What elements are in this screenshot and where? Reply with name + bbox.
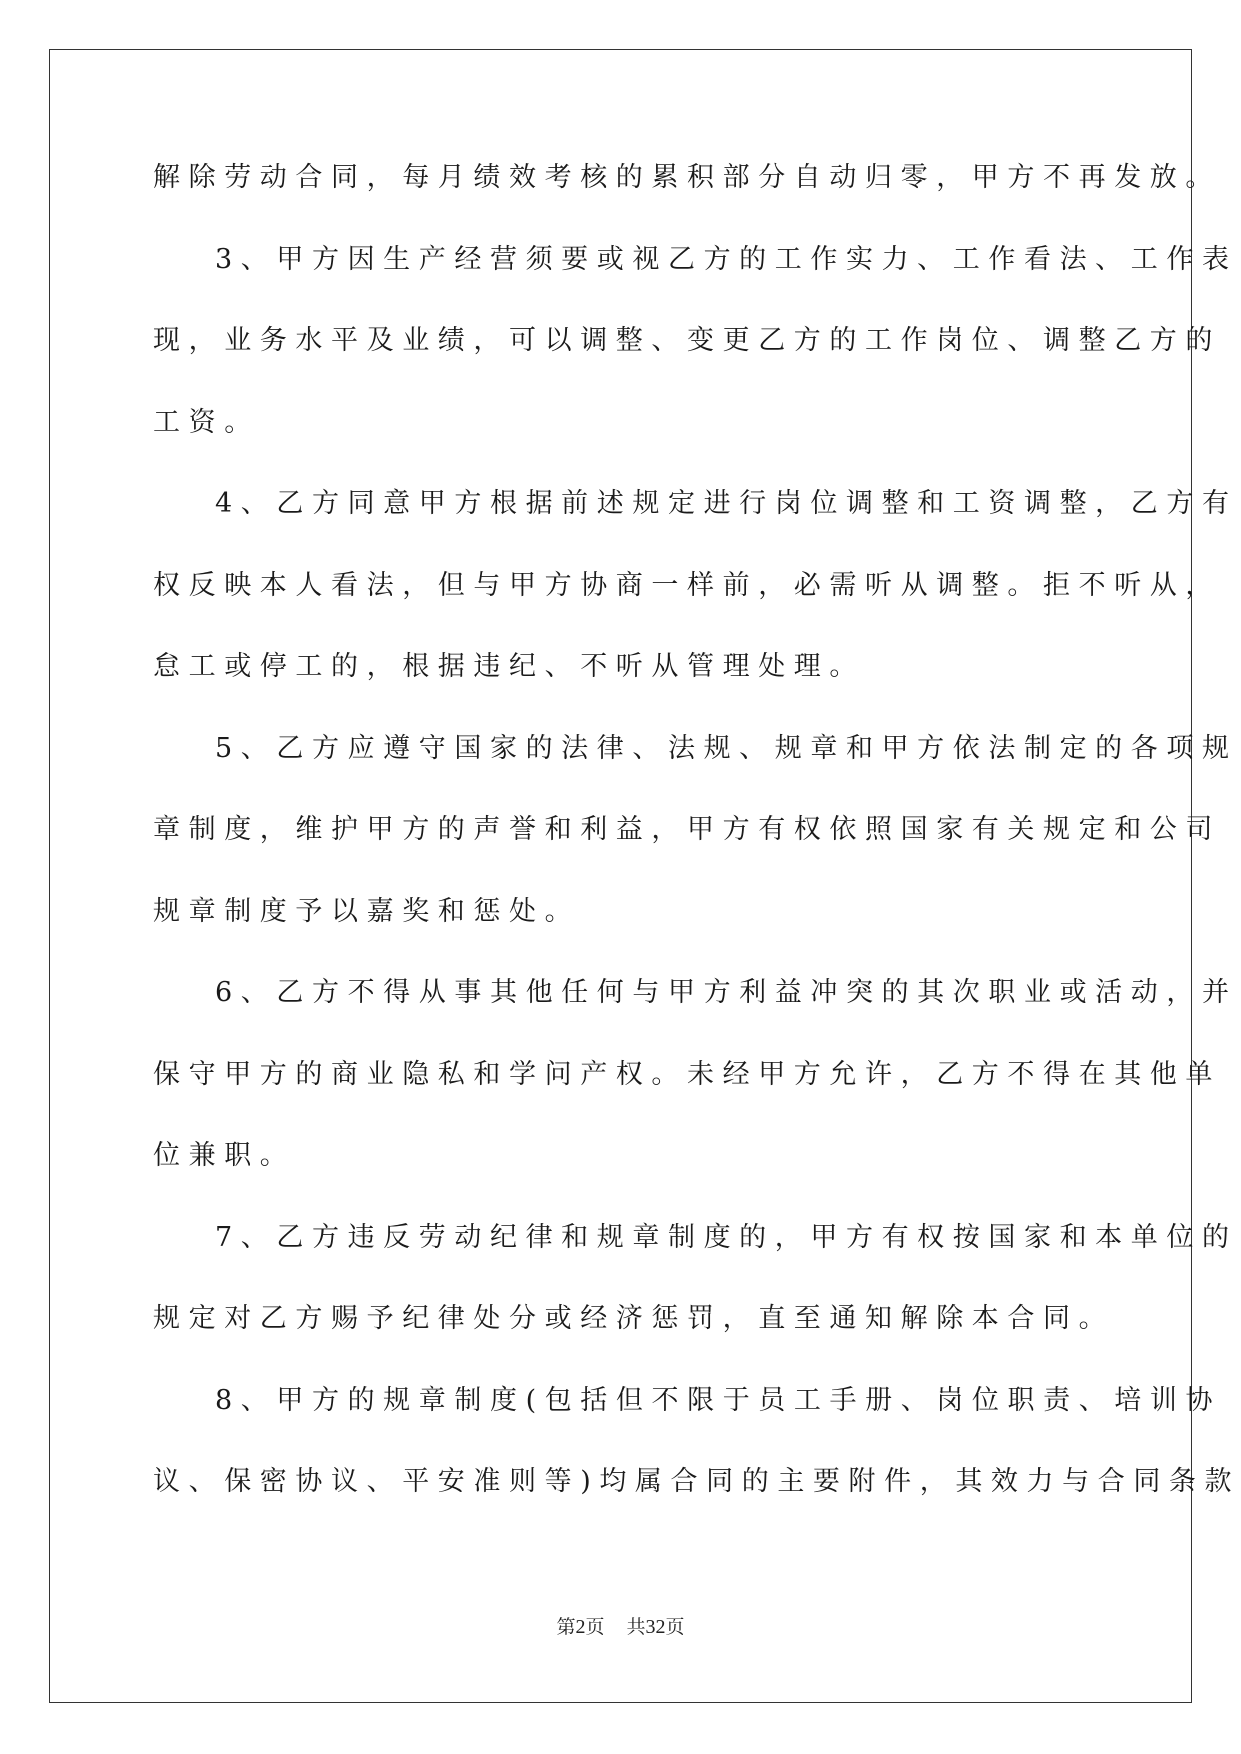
text-line: 章制度，维护甲方的声誉和利益，甲方有权依照国家有关规定和公司 (153, 814, 1221, 845)
text-line: 8、甲方的规章制度(包括但不限于员工手册、岗位职责、培训协 (215, 1384, 1222, 1416)
text-line: 5、乙方应遵守国家的法律、法规、规章和甲方依法制定的各项规 (215, 732, 1238, 764)
text-line: 解除劳动合同，每月绩效考核的累积部分自动归零，甲方不再发放。 (153, 162, 1221, 193)
text-line: 7、乙方违反劳动纪律和规章制度的，甲方有权按国家和本单位的 (215, 1221, 1238, 1253)
text-line: 现，业务水平及业绩，可以调整、变更乙方的工作岗位、调整乙方的 (153, 325, 1221, 356)
total-suffix: 页 (665, 1617, 685, 1638)
page-number: 2 (575, 1616, 586, 1638)
text-line: 权反映本人看法，但与甲方协商一样前，必需听从调整。拒不听从， (153, 569, 1221, 601)
text-line: 保守甲方的商业隐私和学问产权。未经甲方允许，乙方不得在其他单 (153, 1058, 1221, 1090)
total-prefix: 共 (626, 1617, 646, 1638)
text-line: 议、保密协议、平安准则等)均属合同的主要附件，其效力与合同条款 (153, 1466, 1241, 1497)
page-prefix: 第 (556, 1617, 576, 1638)
text-line: 怠工或停工的，根据违纪、不听从管理处理。 (153, 651, 865, 682)
text-line: 规章制度予以嘉奖和惩处。 (153, 895, 581, 927)
total-pages: 32 (645, 1616, 666, 1638)
text-line: 6、乙方不得从事其他任何与甲方利益冲突的其次职业或活动，并 (215, 977, 1238, 1008)
page-footer (0, 1612, 1241, 1639)
text-line: 工资。 (153, 406, 260, 438)
text-line: 规定对乙方赐予纪律处分或经济惩罚，直至通知解除本合同。 (153, 1303, 1115, 1334)
text-line: 3、甲方因生产经营须要或视乙方的工作实力、工作看法、工作表 (215, 243, 1238, 275)
document-body (153, 160, 1241, 1546)
text-line: 4、乙方同意甲方根据前述规定进行岗位调整和工资调整，乙方有 (215, 488, 1238, 519)
text-line: 位兼职。 (153, 1140, 296, 1171)
page-suffix: 页 (585, 1617, 605, 1638)
